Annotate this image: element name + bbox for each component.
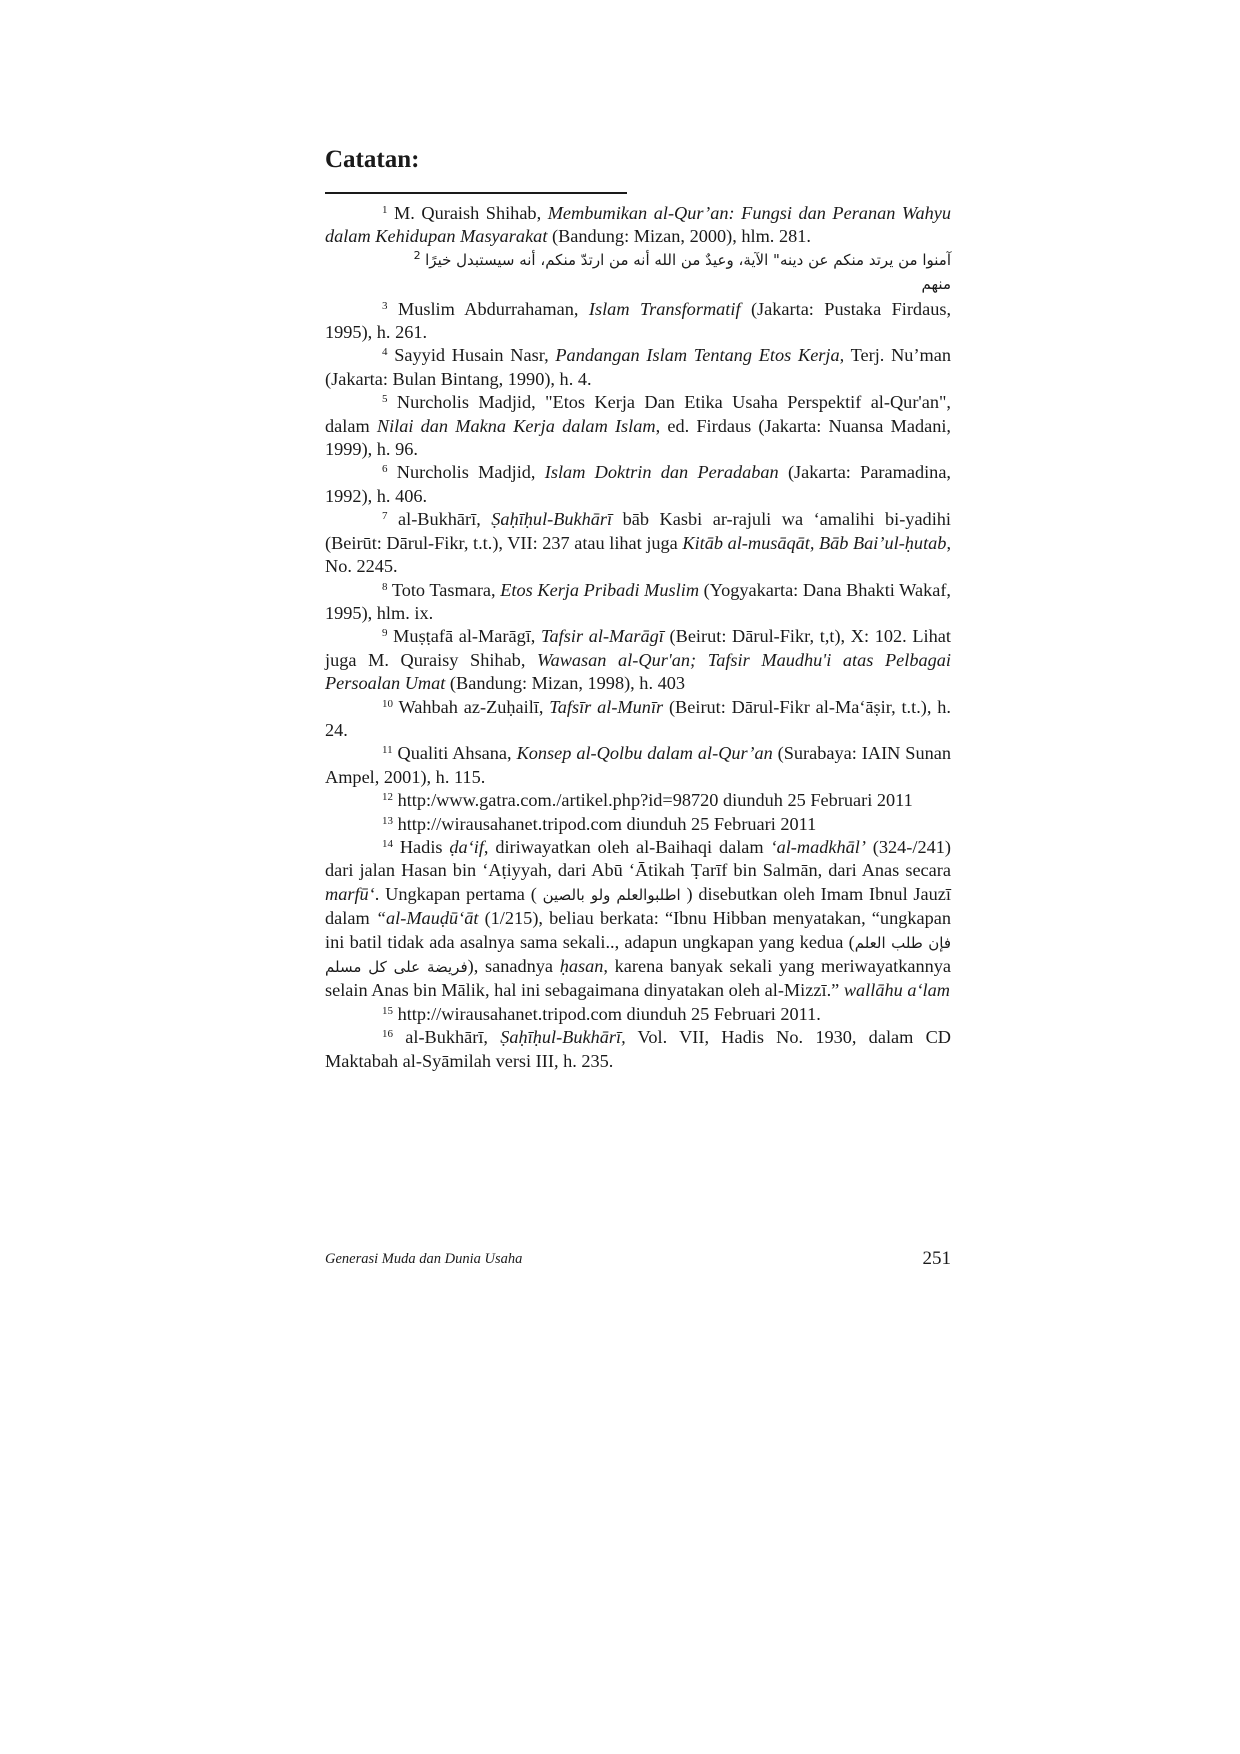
footnote-7: $^7$ al-Bukhārī, Ṣaḥīḥul-Bukhārī bāb Kasbi ar-rajuli wa ‘amalihi bi-yadihi (Beirūt: Dārul-Fikr, t.t.), VII: 237 atau lihat juga Kitāb al-musāqāt, Bāb Bai’ul-ḥutab, No. 2245. xyxy=(325,509,952,577)
heading-rule xyxy=(325,192,627,194)
footnote-13: $^{13}$ http://wirausahanet.tripod.com diunduh 25 Februari 2011 xyxy=(382,813,817,834)
footnote-3: $^3$ Muslim Abdurrahaman, Islam Transformatif (Jakarta: Pustaka Firdaus, 1995), h. 261. xyxy=(325,298,952,343)
footnote-15: $^{15}$ http://wirausahanet.tripod.com diunduh 25 Februari 2011. xyxy=(382,1003,821,1024)
notes-heading: Catatan: xyxy=(325,146,420,173)
footnote-14: $^{14}$ Hadis ḍa‘if, diriwayatkan oleh al-Baihaqi dalam ‘al-madkhāl’ (324-/241) dari jalan Hasan bin ‘Aṭiyyah, dari Abū ‘Ātikah Ṭarīf bin Salmān, dari Anas secara marfū‘. Ungkapan pertama ( اطلبوالعلم ولو بالصين ) disebutkan oleh Imam Ibnul Jauzī dalam “al-Mauḍū‘āt (1/215), beliau berkata: “Ibnu Hibban menyatakan, “ungkapan ini batil tidak ada asalnya sama sekali.., adapun ungkapan yang kedua (فإن طلب العلم فريضة على كل مسلم), sanadnya ḥasan, karena banyak sekali yang meriwayatkannya selain Anas bin Mālik, hal ini sebagaimana dinyatakan oleh al-Mizzī.” wallāhu a‘lam xyxy=(325,836,951,1001)
footnote-11: $^{11}$ Qualiti Ahsana, Konsep al-Qolbu dalam al-Qur’an (Surabaya: IAIN Sunan Ampel, 2001), h. 115. xyxy=(325,743,951,787)
footnote-8: $^8$ Toto Tasmara, Etos Kerja Pribadi Muslim (Yogyakarta: Dana Bhakti Wakaf, 1995), hlm. ix. xyxy=(325,579,951,623)
footnote-9: $^9$ Muṣṭafā al-Marāgī, Tafsir al-Marāgī (Beirut: Dārul-Fikr, t,t), X: 102. Lihat juga M. Quraisy Shihab, Wawasan al-Qur'an; Tafsir Maudhu'i atas Pelbagai Persoalan Umat (Bandung: Mizan, 1998), h. 403 xyxy=(325,626,951,694)
footnote-10: $^{10}$ Wahbah az-Zuḥailī, Tafsīr al-Munīr (Beirut: Dārul-Fikr al-Ma‘āṣir, t.t.), h. 24. xyxy=(325,696,951,740)
footnotes-list xyxy=(325,202,951,1073)
footnote-5: $^5$ Nurcholis Madjid, "Etos Kerja Dan Etika Usaha Perspektif al-Qur'an", dalam Nilai dan Makna Kerja dalam Islam, ed. Firdaus (Jakarta: Nuansa Madani, 1999), h. 96. xyxy=(325,392,951,460)
page-number: 251 xyxy=(922,1248,951,1269)
footnote-2: $^2$ آمنوا من يرتد منكم عن دينه" الآية، وعيدٌ من الله أنه من ارتدّ منكم، أنه سيستبدل خيرًا منهم xyxy=(413,248,951,294)
footnote-4: $^4$ Sayyid Husain Nasr, Pandangan Islam Tentang Etos Kerja, Terj. Nu’man (Jakarta: Bulan Bintang, 1990), h. 4. xyxy=(325,345,952,389)
footnote-12: $^{12}$ http:/www.gatra.com./artikel.php?id=98720 diunduh 25 Februari 2011 xyxy=(382,790,913,811)
footnote-16: $^{16}$ al-Bukhārī, Ṣaḥīḥul-Bukhārī, Vol. VII, Hadis No. 1930, dalam CD Maktabah al-Syāmilah versi III, h. 235. xyxy=(325,1027,951,1071)
footnote-6: $^6$ Nurcholis Madjid, Islam Doktrin dan Peradaban (Jakarta: Paramadina, 1992), h. 406. xyxy=(325,462,952,506)
footnote-1: $^1$ M. Quraish Shihab, Membumikan al-Qur’an: Fungsi dan Peranan Wahyu dalam Kehidupan Masyarakat (Bandung: Mizan, 2000), hlm. 281. xyxy=(325,203,951,247)
running-footer-title: Generasi Muda dan Dunia Usaha xyxy=(325,1251,523,1267)
